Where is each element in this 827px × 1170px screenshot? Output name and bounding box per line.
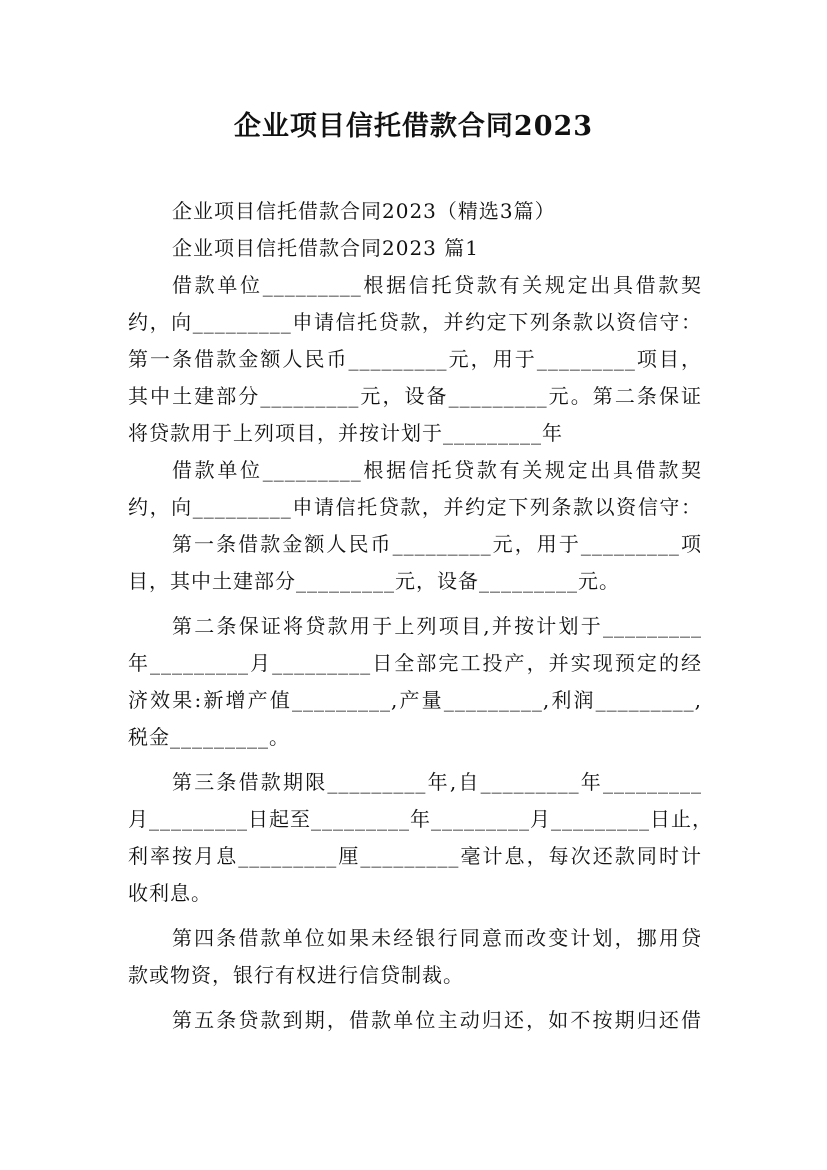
document-title: 企业项目信托借款合同2023 bbox=[233, 111, 594, 142]
text-line: 将贷款用于上列项目，并按计划于_________年 bbox=[128, 421, 563, 445]
document-body bbox=[128, 193, 713, 1039]
paragraph-gap bbox=[128, 994, 702, 1002]
paragraph-gap bbox=[128, 912, 702, 920]
text-line: 利率按月息_________厘_________毫计息，每次还款同时计 bbox=[128, 844, 702, 868]
text-line: 约，向_________申请信托贷款，并约定下列条款以资信守： bbox=[128, 310, 702, 334]
text-line: 借款单位_________根据信托贷款有关规定出具借款契 bbox=[172, 458, 702, 482]
text-line: 约，向_________申请信托贷款，并约定下列条款以资信守： bbox=[128, 495, 702, 519]
paragraph-gap bbox=[128, 756, 702, 764]
text-line: 借款单位_________根据信托贷款有关规定出具借款契 bbox=[172, 273, 702, 297]
text-line: 第五条贷款到期，借款单位主动归还，如不按期归还借 bbox=[172, 1008, 702, 1032]
text-line: 税金_________。 bbox=[128, 725, 290, 749]
text-line: 收利息。 bbox=[128, 881, 212, 905]
text-line: 第四条借款单位如果未经银行同意而改变计划，挪用贷 bbox=[172, 926, 702, 950]
text-line: 月_________日起至_________年_________月_________日止， bbox=[128, 807, 713, 831]
text-line: 其中土建部分_________元，设备_________元。第二条保证 bbox=[128, 384, 702, 408]
text-line: 第一条借款金额人民币_________元，用于_________项目， bbox=[128, 347, 702, 371]
text-line: 第一条借款金额人民币_________元，用于_________项 bbox=[172, 532, 702, 556]
text-line: 年_________月_________日全部完工投产，并实现预定的经 bbox=[128, 651, 702, 675]
text-line: 目，其中土建部分_________元，设备_________元。 bbox=[128, 569, 620, 593]
text-line: 第二条保证将贷款用于上列项目,并按计划于_________ bbox=[172, 614, 702, 638]
text-line: 企业项目信托借款合同2023 篇1 bbox=[172, 236, 479, 260]
text-line: 第三条借款期限_________年,自_________年_________ bbox=[172, 770, 702, 794]
text-line: 款或物资，银行有权进行信贷制裁。 bbox=[128, 963, 464, 987]
paragraph-gap bbox=[128, 600, 702, 608]
text-line: 济效果:新增产值_________,产量_________,利润_________, bbox=[128, 688, 702, 712]
text-line: 企业项目信托借款合同2023（精选3篇） bbox=[172, 199, 556, 223]
